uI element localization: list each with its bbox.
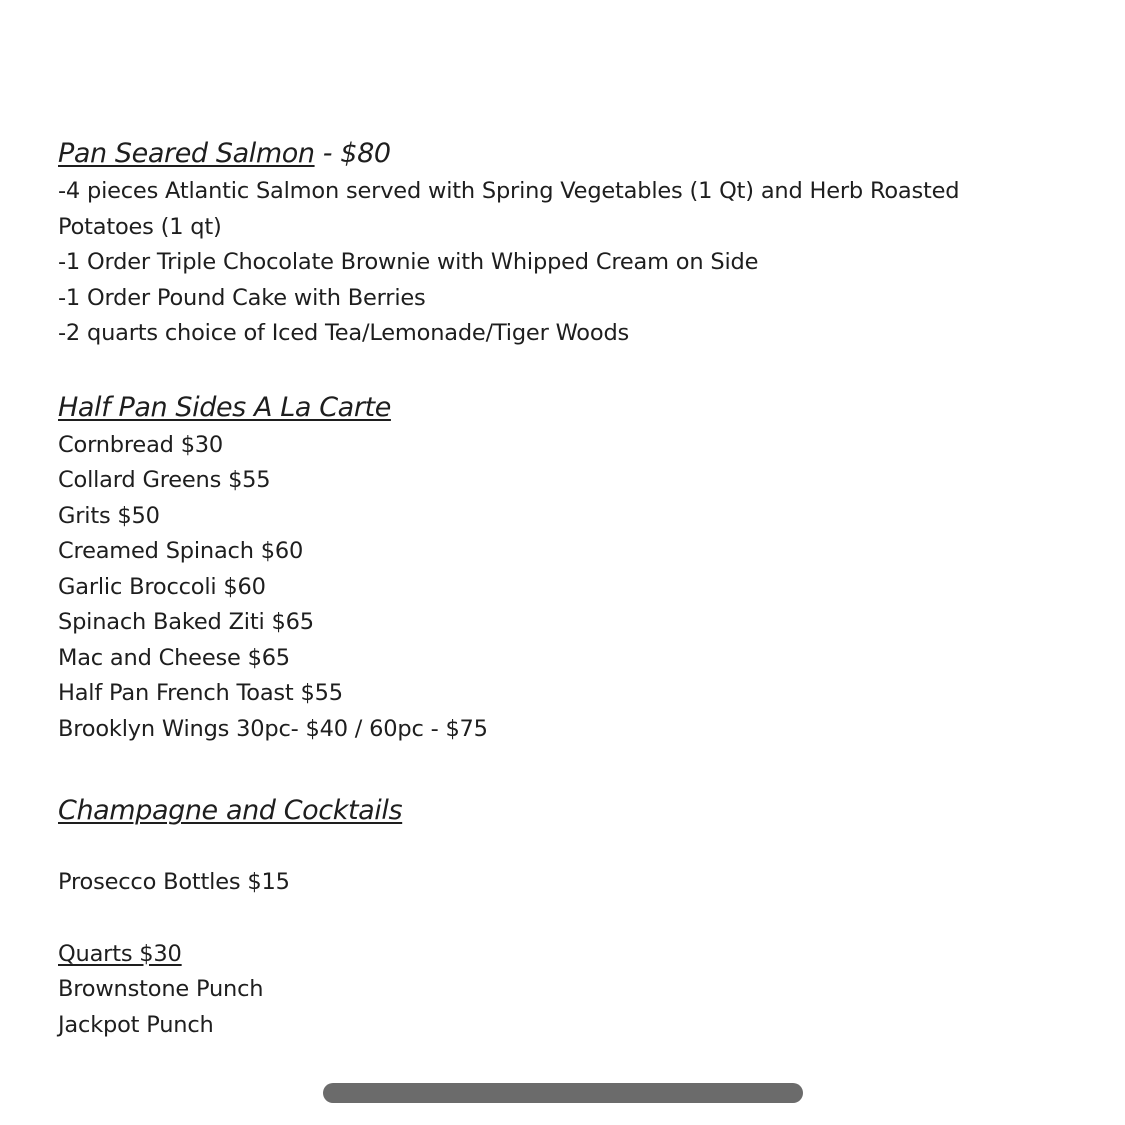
salmon-item: -1 Order Triple Chocolate Brownie with Whipped Cream on Side bbox=[58, 249, 759, 275]
prosecco-item: Prosecco Bottles $15 bbox=[58, 869, 290, 895]
salmon-item: -2 quarts choice of Iced Tea/Lemonade/Tiger Woods bbox=[58, 320, 630, 346]
sides-heading bbox=[58, 388, 1078, 428]
salmon-price: - $80 bbox=[314, 138, 391, 169]
quarts-item: Jackpot Punch bbox=[58, 1011, 214, 1038]
quarts-label bbox=[58, 937, 1078, 973]
quarts-item: Brownstone Punch bbox=[58, 976, 264, 1002]
section-salmon bbox=[58, 134, 1078, 352]
drinks-heading bbox=[58, 791, 1078, 831]
salmon-heading bbox=[58, 134, 1078, 174]
drinks-title: Champagne and Cocktails bbox=[58, 795, 403, 826]
side-item: Mac and Cheese $65 bbox=[58, 644, 290, 671]
side-item: Creamed Spinach $60 bbox=[58, 538, 304, 564]
side-item: Collard Greens $55 bbox=[58, 467, 271, 493]
section-sides bbox=[58, 388, 1078, 748]
sides-title: Half Pan Sides A La Carte bbox=[58, 391, 391, 423]
side-item: Half Pan French Toast $55 bbox=[58, 680, 343, 706]
quarts-label-text: Quarts $30 bbox=[58, 940, 182, 967]
side-item: Garlic Broccoli $60 bbox=[58, 573, 266, 600]
section-drinks bbox=[58, 791, 1078, 1043]
side-item: Cornbread $30 bbox=[58, 431, 224, 458]
side-item: Brooklyn Wings 30pc- $40 / 60pc - $75 bbox=[58, 715, 488, 742]
side-item: Grits $50 bbox=[58, 502, 160, 529]
salmon-item: -1 Order Pound Cake with Berries bbox=[58, 284, 426, 311]
horizontal-scrollbar[interactable] bbox=[323, 1083, 803, 1103]
salmon-item: -4 pieces Atlantic Salmon served with Spring Vegetables (1 Qt) and Herb Roasted Potatoes (1 qt) bbox=[58, 178, 960, 240]
menu-document bbox=[58, 134, 1078, 1043]
side-item: Spinach Baked Ziti $65 bbox=[58, 609, 314, 635]
salmon-title: Pan Seared Salmon bbox=[58, 138, 315, 169]
